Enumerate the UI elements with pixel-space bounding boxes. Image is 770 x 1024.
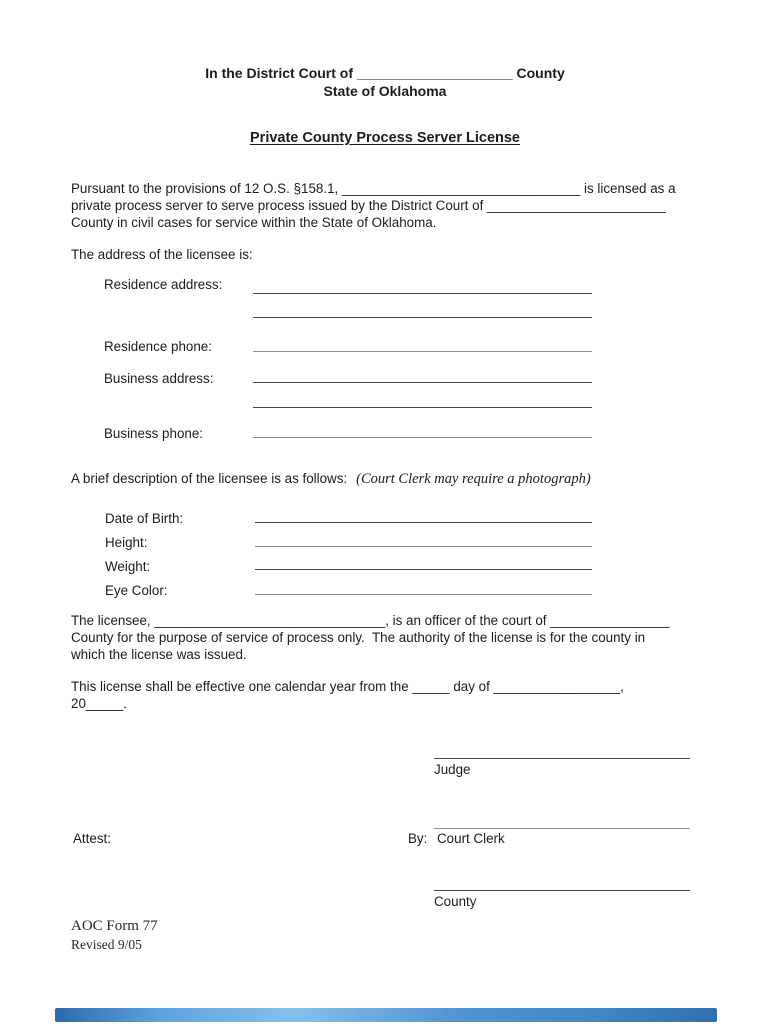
weight-line[interactable] — [255, 569, 592, 570]
state-header-line: State of Oklahoma — [323, 83, 447, 99]
court-clerk-label: Court Clerk — [437, 831, 505, 846]
paragraph-line: County for the purpose of service of process only. The authority of the license is for the county in — [71, 630, 646, 645]
business-address-line-2[interactable] — [253, 407, 592, 408]
date-of-birth-line[interactable] — [255, 522, 592, 523]
residence-phone-line[interactable] — [253, 351, 592, 352]
paragraph-line: Pursuant to the provisions of 12 O.S. §158.1, ________________________________ is licensed as a — [71, 181, 676, 196]
weight-label: Weight: — [105, 559, 151, 574]
paragraph-line: which the license was issued. — [71, 647, 247, 662]
paragraph-line: private process server to serve process issued by the District Court of ________________________ — [71, 198, 666, 213]
form-revision: Revised 9/05 — [71, 937, 142, 952]
form-number: AOC Form 77 — [71, 918, 158, 934]
title-row — [0, 130, 770, 146]
residence-address-line-2[interactable] — [253, 317, 592, 318]
effective-date-paragraph — [71, 678, 624, 712]
paragraph-line: County in civil cases for service within the State of Oklahoma. — [71, 215, 437, 230]
paragraph-line: The licensee, _______________________________, is an officer of the court of ________________ — [71, 613, 670, 628]
business-address-label: Business address: — [104, 371, 214, 386]
residence-phone-label: Residence phone: — [104, 339, 212, 354]
court-header-line: In the District Court of ____________________ County — [205, 65, 565, 81]
county-line[interactable] — [434, 890, 690, 891]
residence-address-line-1[interactable] — [253, 293, 592, 294]
address-intro: The address of the licensee is: — [71, 247, 253, 262]
height-line[interactable] — [255, 546, 592, 547]
business-phone-line[interactable] — [253, 437, 592, 438]
description-intro: A brief description of the licensee is as follows: — [71, 471, 348, 486]
intro-paragraph — [71, 180, 676, 231]
date-of-birth-label: Date of Birth: — [105, 511, 184, 526]
by-label: By: — [408, 831, 428, 846]
bottom-progress-bar — [55, 1008, 717, 1022]
judge-signature-line[interactable] — [434, 758, 690, 759]
clerk-photo-note: (Court Clerk may require a photograph) — [356, 471, 591, 487]
height-label: Height: — [105, 535, 148, 550]
residence-address-label: Residence address: — [104, 277, 223, 292]
business-address-line-1[interactable] — [253, 382, 592, 383]
attest-label: Attest: — [73, 831, 111, 846]
officer-paragraph — [71, 612, 669, 663]
paragraph-line: This license shall be effective one calendar year from the _____ day of _________________, — [71, 679, 624, 694]
county-label: County — [434, 894, 477, 909]
court-clerk-signature-line[interactable] — [434, 828, 690, 829]
eye-color-line[interactable] — [255, 594, 592, 595]
judge-label: Judge — [434, 762, 471, 777]
paragraph-line: 20_____. — [71, 696, 127, 711]
form-title: Private County Process Server License — [250, 130, 520, 146]
business-phone-label: Business phone: — [104, 426, 204, 441]
description-intro-row — [71, 471, 591, 488]
court-header — [0, 64, 770, 100]
eye-color-label: Eye Color: — [105, 583, 168, 598]
